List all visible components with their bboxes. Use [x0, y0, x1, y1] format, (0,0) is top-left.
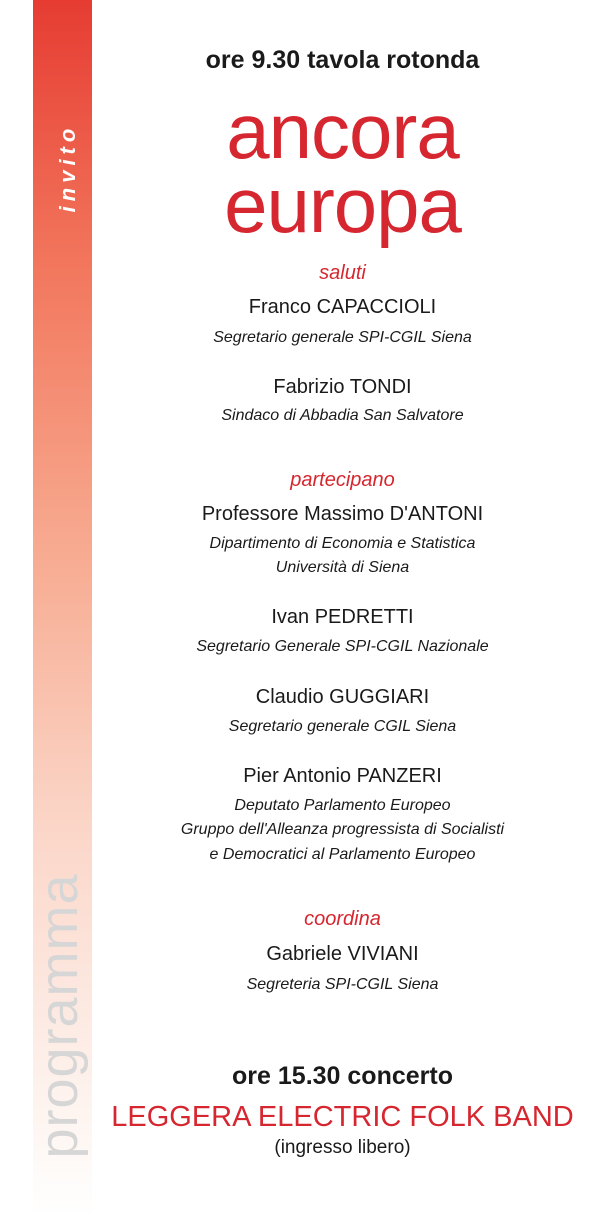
- person-role: Dipartimento di Economia e Statistica: [209, 535, 476, 552]
- admission-note: (ingresso libero): [274, 1137, 411, 1158]
- side-label-invito: invito: [55, 123, 80, 213]
- person-role: e Democratici al Parlamento Europeo: [209, 846, 476, 863]
- person-role: Sindaco di Abbadia San Salvatore: [221, 407, 464, 424]
- person-name: Professore Massimo D'ANTONI: [201, 503, 484, 525]
- person-name: Franco CAPACCIOLI: [248, 296, 437, 318]
- person-role: Gruppo dell'Alleanza progressista di Socialisti: [180, 821, 505, 838]
- person-name: Fabrizio TONDI: [273, 376, 412, 398]
- person-role: Segretario generale SPI-CGIL Siena: [213, 329, 472, 346]
- person-role: Università di Siena: [275, 559, 410, 576]
- band-name: LEGGERA ELECTRIC FOLK BAND: [111, 1101, 574, 1133]
- section-heading-partecipano: partecipano: [290, 469, 395, 491]
- section-heading-saluti: saluti: [319, 262, 366, 284]
- person-name: Gabriele VIVIANI: [266, 943, 419, 965]
- person-role: Segretario Generale SPI-CGIL Nazionale: [196, 638, 489, 655]
- event-title-line-2: europa: [224, 161, 461, 249]
- afternoon-time-title: ore 15.30 concerto: [232, 1062, 453, 1090]
- side-label-programma: programma: [29, 873, 89, 1159]
- person-role: Deputato Parlamento Europeo: [234, 797, 451, 814]
- morning-time-title: ore 9.30 tavola rotonda: [205, 46, 480, 74]
- person-role: Segreteria SPI-CGIL Siena: [246, 976, 439, 993]
- section-heading-coordina: coordina: [304, 908, 381, 930]
- event-title-line-1: ancora: [226, 87, 459, 175]
- person-role: Segretario generale CGIL Siena: [228, 718, 457, 735]
- person-name: Ivan PEDRETTI: [271, 606, 414, 628]
- person-name: Claudio GUGGIARI: [255, 686, 430, 708]
- person-name: Pier Antonio PANZERI: [243, 765, 442, 787]
